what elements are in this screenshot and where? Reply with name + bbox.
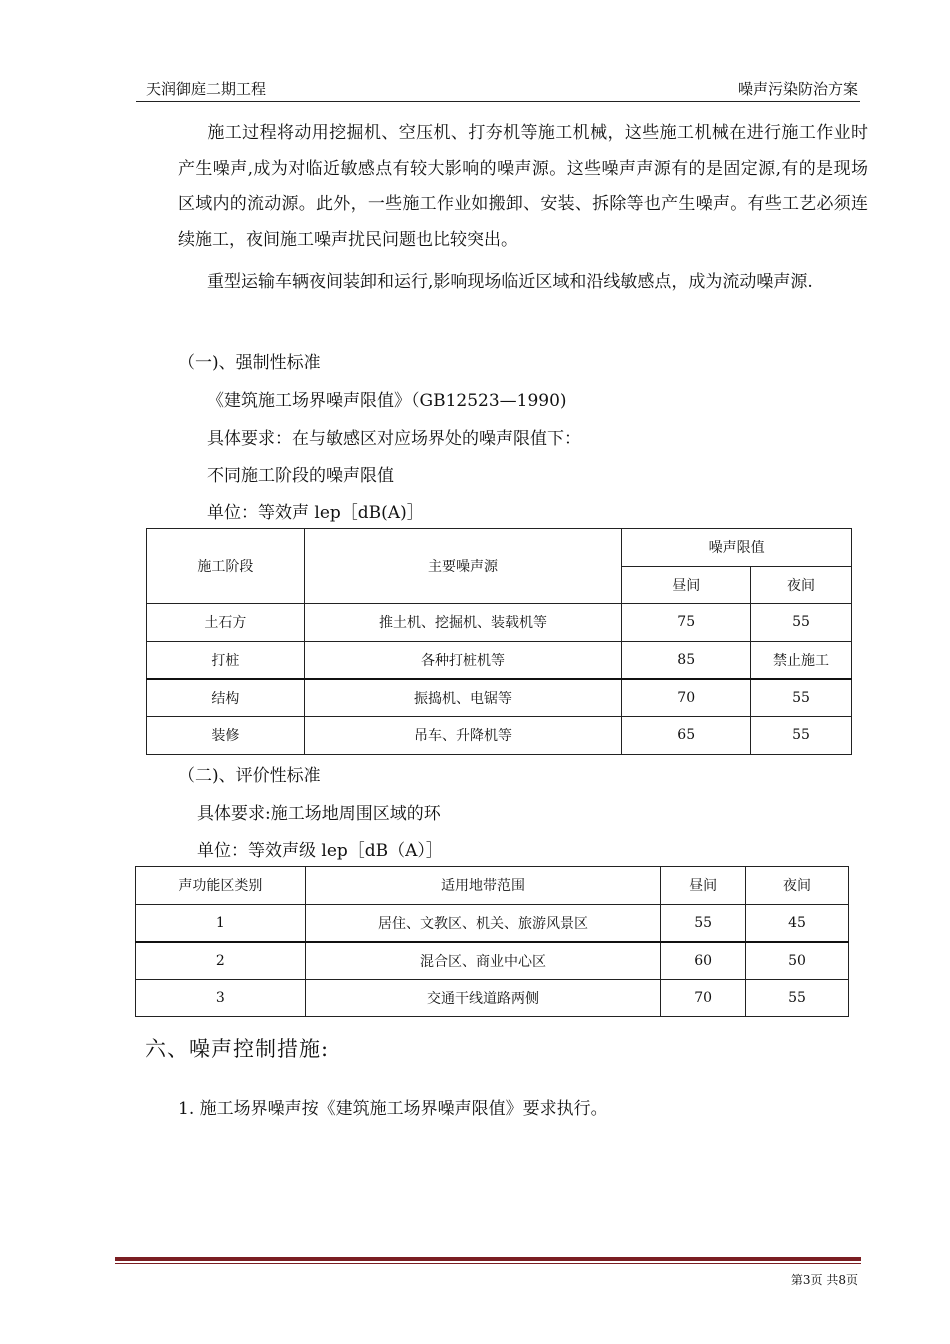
cell-day: 75 [622,604,751,642]
header-day: 昼间 [661,867,746,905]
page-header-left: 天润御庭二期工程 [146,80,267,98]
cell-night: 55 [746,979,849,1017]
noise-limit-table [146,528,852,755]
standard1-heading: （一)、强制性标准 [178,353,321,373]
cell-night: 55 [751,716,852,754]
cell-scope: 交通干线道路两侧 [305,979,660,1017]
cell-day: 60 [661,942,746,980]
cell-night: 50 [746,942,849,980]
paragraph-2-text: 重型运输车辆夜间装卸和运行,影响现场临近区域和沿线敏感点，成为流动噪声源. [207,272,813,292]
cell-night: 45 [746,904,849,942]
footer-bar-thin [115,1263,861,1264]
cell-day: 55 [661,904,746,942]
page-header-right: 噪声污染防治方案 [737,80,858,98]
table-row [136,942,849,980]
header-night: 夜间 [751,566,852,604]
cell-source: 推土机、挖掘机、装载机等 [304,604,622,642]
table1-unit: 单位：等效声 lep［dB(A)］ [207,503,424,523]
cell-day: 65 [622,716,751,754]
cell-night: 55 [751,679,852,717]
header-limit: 噪声限值 [622,529,852,567]
header-zone: 声功能区类别 [136,867,306,905]
standard1-requirement: 具体要求：在与敏感区对应场界处的噪声限值下： [207,429,581,449]
cell-stage: 结构 [147,679,305,717]
table1-caption: 不同施工阶段的噪声限值 [207,466,394,486]
table-row [147,604,852,642]
cell-zone: 1 [136,904,306,942]
paragraph-2 [178,265,868,301]
cell-day: 85 [622,641,751,679]
header-stage: 施工阶段 [147,529,305,604]
cell-stage: 土石方 [147,604,305,642]
header-scope: 适用地带范围 [305,867,660,905]
table-header-row [136,867,849,905]
cell-source: 各种打桩机等 [304,641,622,679]
cell-scope: 居住、文教区、机关、旅游风景区 [305,904,660,942]
cell-night: 55 [751,604,852,642]
cell-day: 70 [622,679,751,717]
table2-unit: 单位：等效声级 lep［dB（A）］ [197,841,443,861]
header-rule [136,101,860,102]
page-number: 第3页 共8页 [790,1273,858,1287]
header-day: 昼间 [622,566,751,604]
table-header-row [147,529,852,567]
paragraph-1 [178,116,868,258]
cell-source: 吊车、升降机等 [304,716,622,754]
standard2-requirement: 具体要求:施工场地周围区域的环 [197,804,441,824]
cell-night: 禁止施工 [751,641,852,679]
table-row [147,641,852,679]
cell-stage: 打桩 [147,641,305,679]
cell-source: 振捣机、电锯等 [304,679,622,717]
cell-zone: 3 [136,979,306,1017]
cell-stage: 装修 [147,716,305,754]
table-row [136,904,849,942]
table-row [136,979,849,1017]
table-row [147,679,852,717]
header-source: 主要噪声源 [304,529,622,604]
cell-day: 70 [661,979,746,1017]
table-row [147,716,852,754]
footer-bar [115,1257,861,1261]
cell-zone: 2 [136,942,306,980]
list-item: 1. 施工场界噪声按《建筑施工场界噪声限值》要求执行。 [178,1099,608,1119]
standard2-heading: （二)、评价性标准 [178,766,321,786]
paragraph-1-text: 施工过程将动用挖掘机、空压机、打夯机等施工机械，这些施工机械在进行施工作业时产生噪声,成为对临近敏感点有较大影响的噪声源。这些噪声声源有的是固定源,有的是现场区域内的流动源。此外，一些施工作业如搬卸、安装、拆除等也产生噪声。有些工艺必须连续施工，夜间施工噪声扰民问题也比较突出。 [178,123,868,250]
header-night: 夜间 [746,867,849,905]
section-title: 六、噪声控制措施: [145,1037,330,1061]
standard1-name: 《建筑施工场界噪声限值》（GB12523—1990) [207,391,567,411]
cell-scope: 混合区、商业中心区 [305,942,660,980]
zone-standard-table [135,866,849,1017]
